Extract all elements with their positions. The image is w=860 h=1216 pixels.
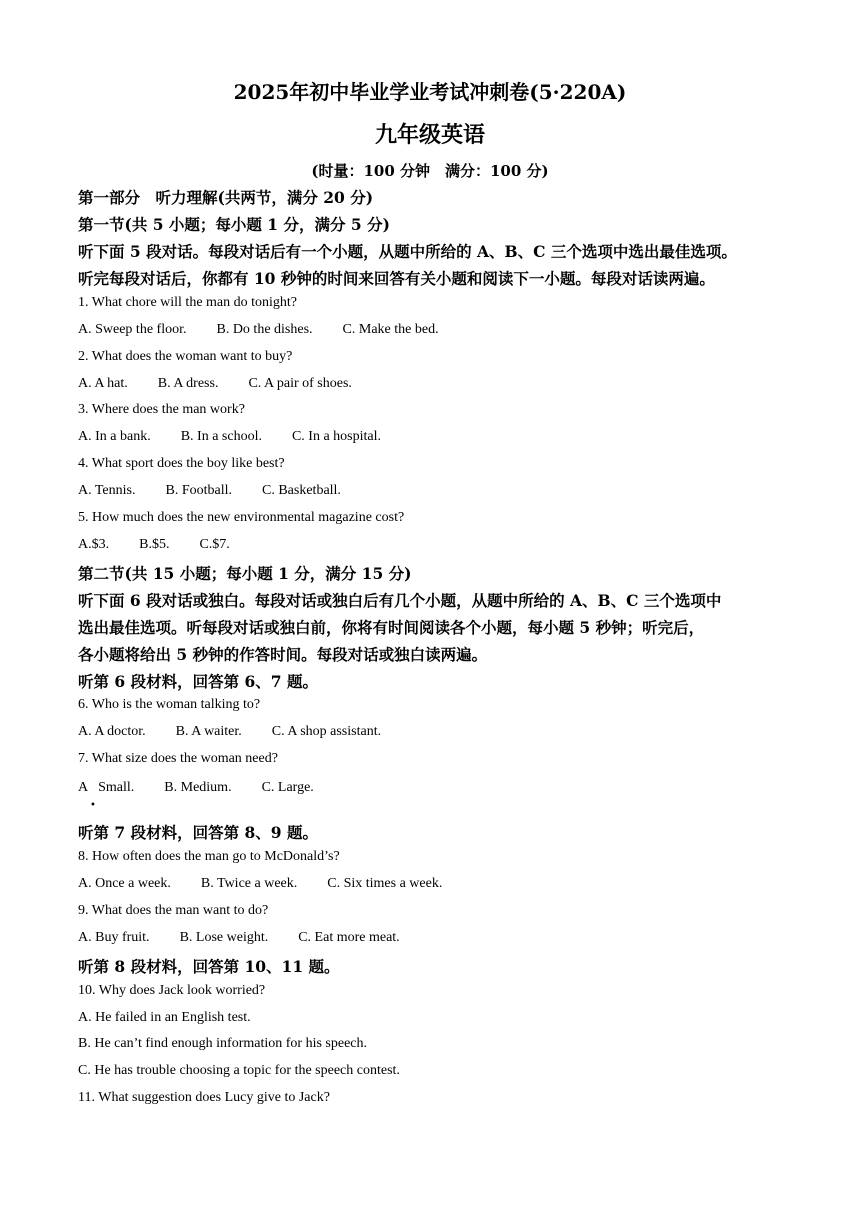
exam-info: (时量：100 分钟 满分：100 分) (311, 162, 549, 180)
section1-heading: 第一节(共 5 小题；每小题 1 分，满分 5 分) (78, 215, 390, 234)
option-b: B. A waiter. (175, 724, 242, 739)
option-a: A. A hat. (78, 376, 128, 391)
option-b: B. In a school. (180, 429, 262, 444)
question-8-options (78, 876, 472, 892)
option-c: C. Eat more meat. (298, 930, 400, 945)
material-7-heading: 听第 7 段材料，回答第 8、9 题。 (78, 823, 318, 842)
question-10-option-a: A. He failed in an English test. (78, 1010, 251, 1025)
section1-instruction-2: 听完每段对话后，你都有 10 秒钟的时间来回答有关小题和阅读下一小题。每段对话读两遍。 (78, 269, 715, 288)
material-6-heading: 听第 6 段材料，回答第 6、7 题。 (78, 672, 318, 691)
option-b: B. A dress. (157, 376, 219, 391)
question-6: 6. Who is the woman talking to? (78, 697, 261, 712)
option-a-letter: A (78, 780, 89, 795)
option-b: B. Do the dishes. (216, 322, 313, 337)
question-10-option-c: C. He has trouble choosing a topic for the speech contest. (78, 1063, 400, 1078)
option-a: A. Once a week. (78, 876, 171, 891)
option-b: B. Medium. (164, 780, 232, 795)
question-8: 8. How often does the man go to McDonald’s? (78, 849, 340, 864)
section2-instruction-3: 各小题将给出 5 秒钟的作答时间。每段对话或独白读两遍。 (78, 645, 488, 664)
question-4-options (78, 483, 371, 499)
question-11: 11. What suggestion does Lucy give to Jack? (78, 1090, 330, 1105)
option-a: A. Buy fruit. (78, 930, 150, 945)
option-a: A.$3. (78, 537, 110, 552)
option-c: C. A shop assistant. (271, 724, 382, 739)
option-b: B. Football. (165, 483, 232, 498)
option-a: A. A doctor. (78, 724, 146, 739)
option-c: C. Large. (261, 780, 314, 795)
question-7: 7. What size does the woman need? (78, 751, 278, 766)
option-a: Small. (98, 780, 135, 795)
question-2: 2. What does the woman want to buy? (78, 349, 293, 364)
question-6-options (78, 724, 411, 740)
option-b: B.$5. (139, 537, 170, 552)
question-10-option-b: B. He can’t find enough information for his speech. (78, 1036, 368, 1051)
exam-subtitle: 九年级英语 (374, 122, 485, 148)
option-c: C. Basketball. (262, 483, 341, 498)
exam-title: 2025年初中毕业学业考试冲刺卷(5·220A) (233, 80, 627, 104)
question-4: 4. What sport does the boy like best? (78, 456, 285, 471)
question-3-options (78, 429, 411, 445)
section2-instruction-1: 听下面 6 段对话或独白。每段对话或独白后有几个小题，从题中所给的 A、B、C 三个选项中 (78, 591, 722, 610)
option-b: B. Twice a week. (200, 876, 298, 891)
option-c: C. Six times a week. (327, 876, 443, 891)
question-9: 9. What does the man want to do? (78, 903, 269, 918)
question-5: 5. How much does the new environmental magazine cost? (78, 510, 405, 525)
option-b: B. Lose weight. (179, 930, 269, 945)
section2-heading: 第二节(共 15 小题；每小题 1 分，满分 15 分) (78, 564, 412, 583)
option-c: C. Make the bed. (342, 322, 439, 337)
question-7-options (78, 780, 344, 796)
option-a: A. Sweep the floor. (78, 322, 187, 337)
option-a: A. Tennis. (78, 483, 136, 498)
option-c: C. In a hospital. (291, 429, 382, 444)
part1-heading: 第一部分 听力理解(共两节，满分 20 分) (78, 188, 374, 207)
question-3: 3. Where does the man work? (78, 402, 245, 417)
material-8-heading: 听第 8 段材料，回答第 10、11 题。 (78, 957, 340, 976)
question-10: 10. Why does Jack look worried? (78, 983, 266, 998)
question-2-options (78, 376, 382, 392)
section2-instruction-2: 选出最佳选项。听每段对话或独白前，你将有时间阅读各个小题，每小题 5 秒钟；听完后， (78, 618, 705, 637)
question-1-options (78, 322, 469, 338)
question-1: 1. What chore will the man do tonight? (78, 295, 298, 310)
stray-dot: • (90, 800, 96, 811)
section1-instruction-1: 听下面 5 段对话。每段对话后有一个小题，从题中所给的 A、B、C 三个选项中选出最佳选项。 (78, 242, 737, 261)
option-c: C.$7. (199, 537, 230, 552)
option-a: A. In a bank. (78, 429, 151, 444)
question-5-options (78, 537, 260, 553)
question-9-options (78, 930, 430, 946)
option-c: C. A pair of shoes. (248, 376, 352, 391)
